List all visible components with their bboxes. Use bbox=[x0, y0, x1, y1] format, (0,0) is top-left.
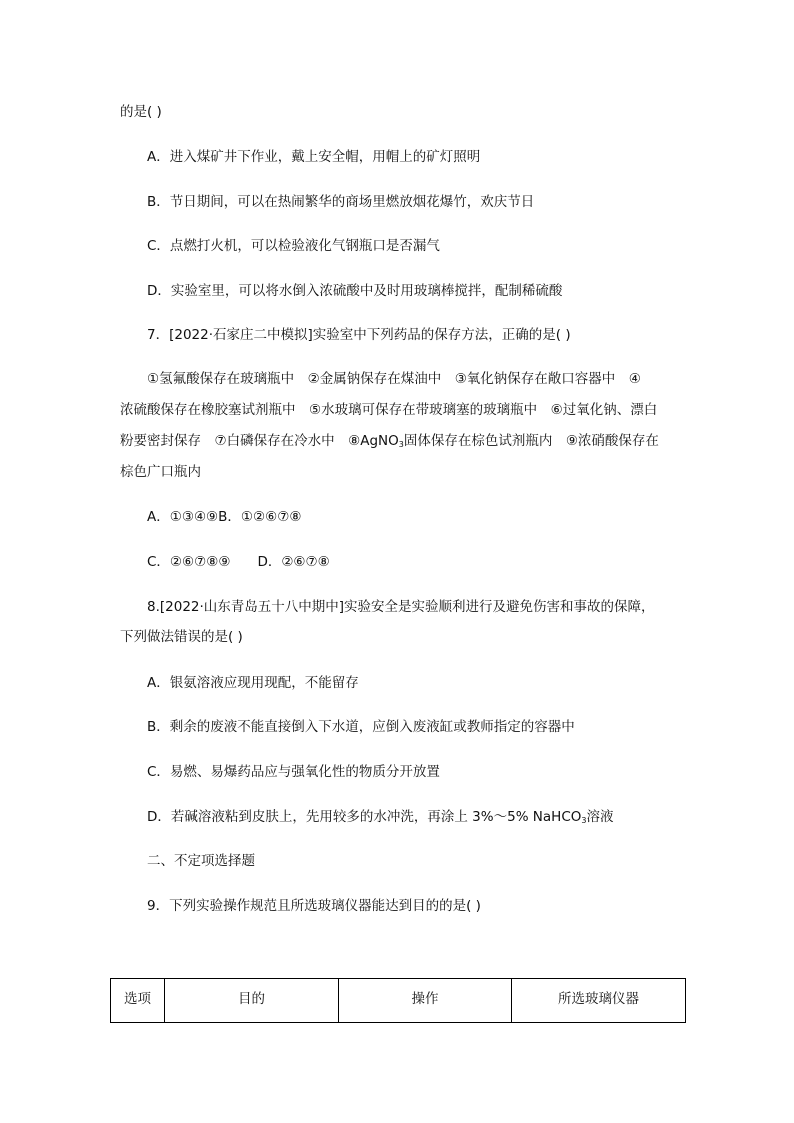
q6-option-d: D．实验室里，可以将水倒入浓硫酸中及时用玻璃棒搅拌，配制稀硫酸 bbox=[147, 283, 563, 299]
q9-stem: 9．下列实验操作规范且所选玻璃仪器能达到目的的是( ) bbox=[147, 898, 481, 914]
q7-list-line-2: 浓硫酸保存在橡胶塞试剂瓶中 ⑤水玻璃可保存在带玻璃塞的玻璃瓶中 ⑥过氧化钠、漂白 bbox=[120, 402, 658, 418]
q7-list-line-1: ①氢氟酸保存在玻璃瓶中 ②金属钠保存在煤油中 ③氧化钠保存在敞口容器中 ④ bbox=[147, 371, 641, 387]
options-table bbox=[110, 978, 686, 1023]
q8-stem-line-1: 8.[2022·山东青岛五十八中期中]实验安全是实验顺利进行及避免伤害和事故的保障， bbox=[147, 599, 655, 615]
q8-option-c: C．易燃、易爆药品应与强氧化性的物质分开放置 bbox=[147, 764, 440, 780]
q8-option-d-pre: D．若碱溶液粘到皮肤上，先用较多的水冲洗，再涂上 3%～5% NaHCO bbox=[147, 809, 582, 825]
q7-list-line-3 bbox=[120, 432, 659, 450]
q8-option-b: B．剩余的废液不能直接倒入下水道，应倒入废液缸或教师指定的容器中 bbox=[147, 719, 575, 735]
q7-list-line-3-post: 固体保存在棕色试剂瓶内 ⑨浓硝酸保存在 bbox=[403, 433, 659, 449]
q6-option-c: C．点燃打火机，可以检验液化气钢瓶口是否漏气 bbox=[147, 238, 440, 254]
table-header-row bbox=[111, 979, 686, 1023]
q8-stem-line-2: 下列做法错误的是( ) bbox=[120, 629, 243, 645]
q6-option-b: B．节日期间，可以在热闹繁华的商场里燃放烟花爆竹，欢庆节日 bbox=[147, 194, 535, 210]
q8-option-a: A．银氨溶液应现用现配，不能留存 bbox=[147, 675, 359, 691]
q6-stem-tail: 的是( ) bbox=[120, 104, 162, 120]
q7-list-line-4: 棕色广口瓶内 bbox=[120, 464, 201, 480]
q7-stem: 7．[2022·石家庄二中模拟]实验室中下列药品的保存方法，正确的是( ) bbox=[147, 327, 571, 343]
section-title: 二、不定项选择题 bbox=[147, 853, 255, 869]
q8-nahco3-subscript: 3 bbox=[581, 816, 587, 825]
q7-options-line-1: A．①③④⑨B．①②⑥⑦⑧ bbox=[147, 509, 302, 525]
q8-option-d-post: 溶液 bbox=[586, 809, 614, 825]
table-header-option: 选项 bbox=[111, 979, 165, 1023]
q8-option-d bbox=[147, 808, 613, 826]
q6-option-a: A．进入煤矿井下作业，戴上安全帽，用帽上的矿灯照明 bbox=[147, 149, 481, 165]
table-header-glassware: 所选玻璃仪器 bbox=[512, 979, 686, 1023]
q7-options-line-2: C．②⑥⑦⑧⑨ D．②⑥⑦⑧ bbox=[147, 554, 330, 570]
table-header-purpose: 目的 bbox=[165, 979, 339, 1023]
table-header-operation: 操作 bbox=[339, 979, 512, 1023]
q7-agno3-subscript: 3 bbox=[398, 440, 404, 449]
q7-list-line-3-pre: 粉要密封保存 ⑦白磷保存在冷水中 ⑧AgNO bbox=[120, 433, 399, 449]
